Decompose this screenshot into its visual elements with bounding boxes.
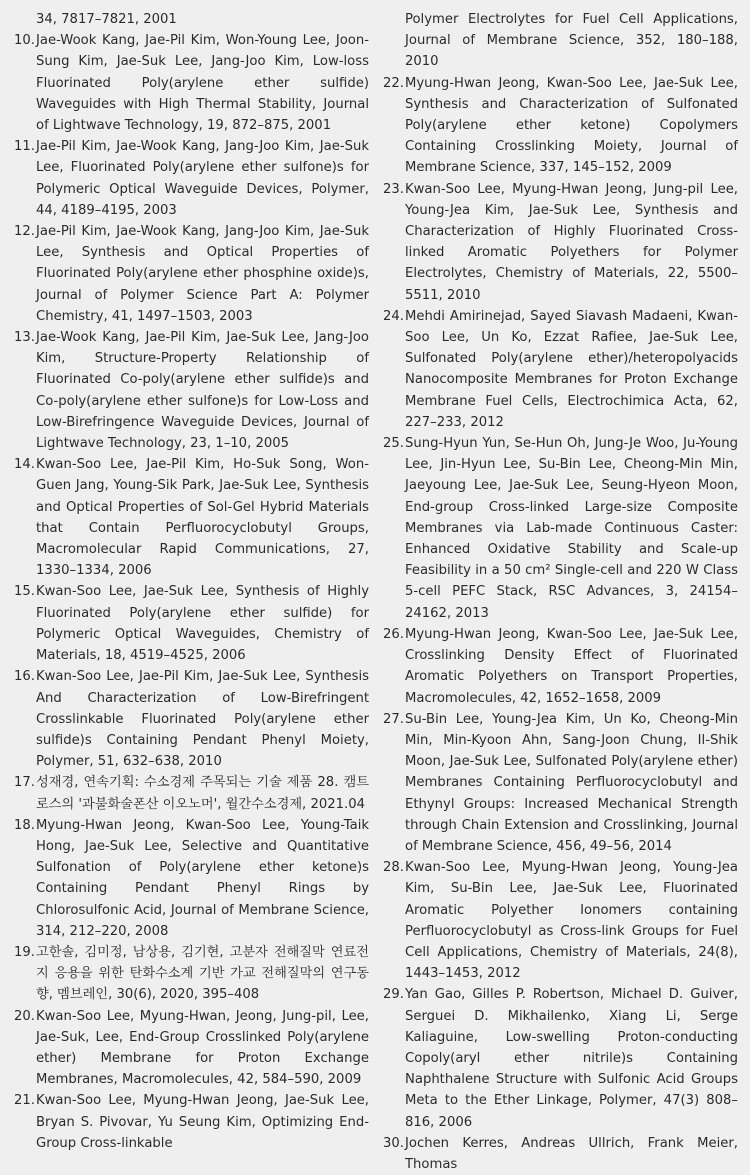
reference-item xyxy=(14,666,369,772)
reference-number: 29. xyxy=(383,987,404,1003)
reference-number: 10. xyxy=(14,33,35,49)
reference-column-right xyxy=(383,9,738,1175)
reference-item xyxy=(383,709,738,857)
reference-number: 17. xyxy=(14,775,35,791)
reference-text: Kwan-Soo Lee, Jae-Suk Lee, Synthesis of Highly Fluorinated Poly(arylene ether sulfide) for Polymeric Optical Waveguides, Chemistry of Materials, 18, 4519–4525, 2006 xyxy=(36,584,369,664)
reference-item xyxy=(14,327,369,454)
reference-item xyxy=(383,1133,738,1175)
reference-text: Kwan-Soo Lee, Jae-Pil Kim, Ho-Suk Song, Won-Guen Jang, Young-Sik Park, Jae-Suk Lee, Synthesis and Optical Properties of Sol-Gel Hybrid Materials that Contain Perfluorocyclobutyl Groups, Macromolecular Rapid Communications, 27, 1330–1334, 2006 xyxy=(36,457,369,579)
reference-text: Kwan-Soo Lee, Myung-Hwan Jeong, Young-Jea Kim, Su-Bin Lee, Jae-Suk Lee, Fluorinated Aromatic Polyether Ionomers containing Perfluorocyclobutyl as Cross-link Groups for Fuel Cell Applications, Chemistry of Materials, 24(8), 1443–1453, 2012 xyxy=(405,860,738,982)
reference-number: 16. xyxy=(14,669,35,685)
reference-text: Yan Gao, Gilles P. Robertson, Michael D. Guiver, Serguei D. Mikhailenko, Xiang Li, Serge Kaliaguine, Low-swelling Proton-conducting Copoly(aryl ether nitrile)s Containing Naphthalene Structure with Sulfonic Acid Groups Meta to the Ether Linkage, Polymer, 47(3) 808–816, 2006 xyxy=(405,987,738,1130)
reference-number: 25. xyxy=(383,436,404,452)
reference-item xyxy=(383,857,738,984)
reference-number: 13. xyxy=(14,330,35,346)
reference-text: Su-Bin Lee, Young-Jea Kim, Un Ko, Cheong-Min Min, Min-Kyoon Ahn, Sang-Joon Chung, Il-Shik Moon, Jae-Suk Lee, Sulfonated Poly(arylene ether) Membranes Containing Perfluorocyclobutyl and Ethynyl Groups: Increased Mechanical Strength through Chain Extension and Crosslinking, Journal of Membrane Science, 456, 49–56, 2014 xyxy=(405,711,738,854)
reference-text: Jae-Wook Kang, Jae-Pil Kim, Won-Young Lee, Joon-Sung Kim, Jae-Suk Lee, Jang-Joo Kim, Low-loss Fluorinated Poly(arylene ether sulfide) Waveguides with High Thermal Stability, Journal of Lightwave Technology, 19, 872–875, 2001 xyxy=(36,33,369,134)
reference-item xyxy=(14,9,369,30)
reference-text: 고한솔, 김미정, 남상용, 김기현, 고분자 전해질막 연료전지 응용을 위한 탄화수소계 기반 가교 전해질막의 연구동향, 멤브레인, 30(6), 2020, 395–408 xyxy=(36,944,369,1003)
reference-item xyxy=(14,1006,369,1091)
reference-item xyxy=(14,1090,369,1154)
reference-item xyxy=(383,984,738,1132)
reference-text: Sung-Hyun Yun, Se-Hun Oh, Jung-Je Woo, Ju-Young Lee, Jin-Hyun Lee, Su-Bin Lee, Cheong-Min Min, Jaeyoung Lee, Jae-Suk Lee, Seung-Hyeon Moon, End-group Cross-linked Large-size Composite Membranes via Lab-made Continuous Caster: Enhanced Oxidative Stability and Scale-up Feasibility in a 50 cm² Single-cell and 220 W Class 5-cell PEFC Stack, RSC Advances, 3, 24154–24162, 2013 xyxy=(405,436,738,621)
reference-text: Jae-Pil Kim, Jae-Wook Kang, Jang-Joo Kim, Jae-Suk Lee, Synthesis and Optical Properties of Fluorinated Poly(arylene ether phosphine oxide)s, Journal of Polymer Science Part A: Polymer Chemistry, 41, 1497–1503, 2003 xyxy=(36,224,369,324)
reference-text: Myung-Hwan Jeong, Kwan-Soo Lee, Jae-Suk Lee, Synthesis and Characterization of Sulfonated Poly(arylene ether ketone) Copolymers Containing Crosslinking Moiety, Journal of Membrane Science, 337, 145–152, 2009 xyxy=(405,75,738,176)
reference-item xyxy=(14,454,369,581)
reference-number xyxy=(383,9,405,73)
reference-text: Polymer Electrolytes for Fuel Cell Applications, Journal of Membrane Science, 352, 180–188, 2010 xyxy=(405,12,738,70)
reference-number: 26. xyxy=(383,626,404,642)
reference-number: 14. xyxy=(14,457,35,473)
reference-item xyxy=(383,73,738,179)
reference-item xyxy=(383,433,738,624)
reference-item xyxy=(14,772,369,814)
reference-column-left xyxy=(14,9,369,1154)
reference-item xyxy=(14,581,369,666)
reference-number: 15. xyxy=(14,584,35,600)
reference-number: 11. xyxy=(14,139,35,155)
reference-text: Kwan-Soo Lee, Jae-Pil Kim, Jae-Suk Lee, Synthesis And Characterization of Low-Birefringent Crosslinkable Fluorinated Poly(arylene ether sulfide)s Containing Pendant Phenyl Moiety, Polymer, 51, 632–638, 2010 xyxy=(36,669,369,770)
reference-text: 성재경, 연속기획: 수소경제 주목되는 기술 제품 28. 캠트로스의 '과불화술폰산 이오노머', 월간수소경제, 2021.04 xyxy=(36,775,369,812)
reference-text: Kwan-Soo Lee, Myung-Hwan Jeong, Jae-Suk Lee, Bryan S. Pivovar, Yu Seung Kim, Optimizing End-Group Cross-linkable xyxy=(36,1093,369,1151)
reference-item xyxy=(14,942,369,1006)
reference-number: 22. xyxy=(383,75,404,91)
reference-number: 28. xyxy=(383,860,404,876)
reference-text: Kwan-Soo Lee, Myung-Hwan Jeong, Jung-pil Lee, Young-Jea Kim, Jae-Suk Lee, Synthesis and Characterization of Highly Fluorinated Cross-linked Aromatic Polyethers for Polymer Electrolytes, Chemistry of Materials, 22, 5500–5511, 2010 xyxy=(405,181,738,303)
reference-number: 12. xyxy=(14,224,35,240)
reference-number: 23. xyxy=(383,181,404,197)
reference-text: Myung-Hwan Jeong, Kwan-Soo Lee, Young-Taik Hong, Jae-Suk Lee, Selective and Quantitative Sulfonation of Poly(arylene ether ketone)s Containing Pendant Phenyl Rings by Chlorosulfonic Acid, Journal of Membrane Science, 314, 212–220, 2008 xyxy=(36,817,369,939)
reference-number: 27. xyxy=(383,711,404,727)
reference-number xyxy=(14,9,36,30)
reference-item xyxy=(14,30,369,136)
reference-text: Kwan-Soo Lee, Myung-Hwan, Jeong, Jung-pil, Lee, Jae-Suk, Lee, End-Group Crosslinked Poly(arylene ether) Membrane for Proton Exchange Membranes, Macromolecules, 42, 584–590, 2009 xyxy=(36,1008,369,1088)
reference-number: 19. xyxy=(14,944,35,960)
reference-item xyxy=(14,221,369,327)
reference-item xyxy=(383,624,738,709)
reference-item xyxy=(383,179,738,306)
reference-item xyxy=(14,815,369,942)
reference-text: Mehdi Amirinejad, Sayed Siavash Madaeni, Kwan-Soo Lee, Un Ko, Ezzat Rafiee, Jae-Suk Lee, Sulfonated Poly(arylene ether)/heteropolyacids Nanocomposite Membranes for Proton Exchange Membrane Fuel Cells, Electrochimica Acta, 62, 227–233, 2012 xyxy=(405,308,738,430)
reference-number: 24. xyxy=(383,308,404,324)
reference-item xyxy=(14,136,369,221)
reference-number: 21. xyxy=(14,1093,35,1109)
reference-number: 20. xyxy=(14,1008,35,1024)
reference-text: Myung-Hwan Jeong, Kwan-Soo Lee, Jae-Suk Lee, Crosslinking Density Effect of Fluorinated Aromatic Polyethers on Transport Properties, Macromolecules, 42, 1652–1658, 2009 xyxy=(405,626,738,706)
reference-text: 34, 7817–7821, 2001 xyxy=(36,12,177,27)
reference-number: 30. xyxy=(383,1135,404,1151)
reference-text: Jae-Pil Kim, Jae-Wook Kang, Jang-Joo Kim, Jae-Suk Lee, Fluorinated Poly(arylene ether sulfone)s for Polymeric Optical Waveguide Devices, Polymer, 44, 4189–4195, 2003 xyxy=(36,139,369,218)
reference-text: Jochen Kerres, Andreas Ullrich, Frank Meier, Thomas xyxy=(405,1135,738,1172)
reference-item xyxy=(383,9,738,73)
reference-number: 18. xyxy=(14,817,35,833)
reference-item xyxy=(383,306,738,433)
reference-text: Jae-Wook Kang, Jae-Pil Kim, Jae-Suk Lee, Jang-Joo Kim, Structure-Property Relationship of Fluorinated Co-poly(arylene ether sulfide)s and Co-poly(arylene ether sulfone)s for Low-Loss and Low-Birefringence Waveguide Devices, Journal of Lightwave Technology, 23, 1–10, 2005 xyxy=(36,330,369,452)
